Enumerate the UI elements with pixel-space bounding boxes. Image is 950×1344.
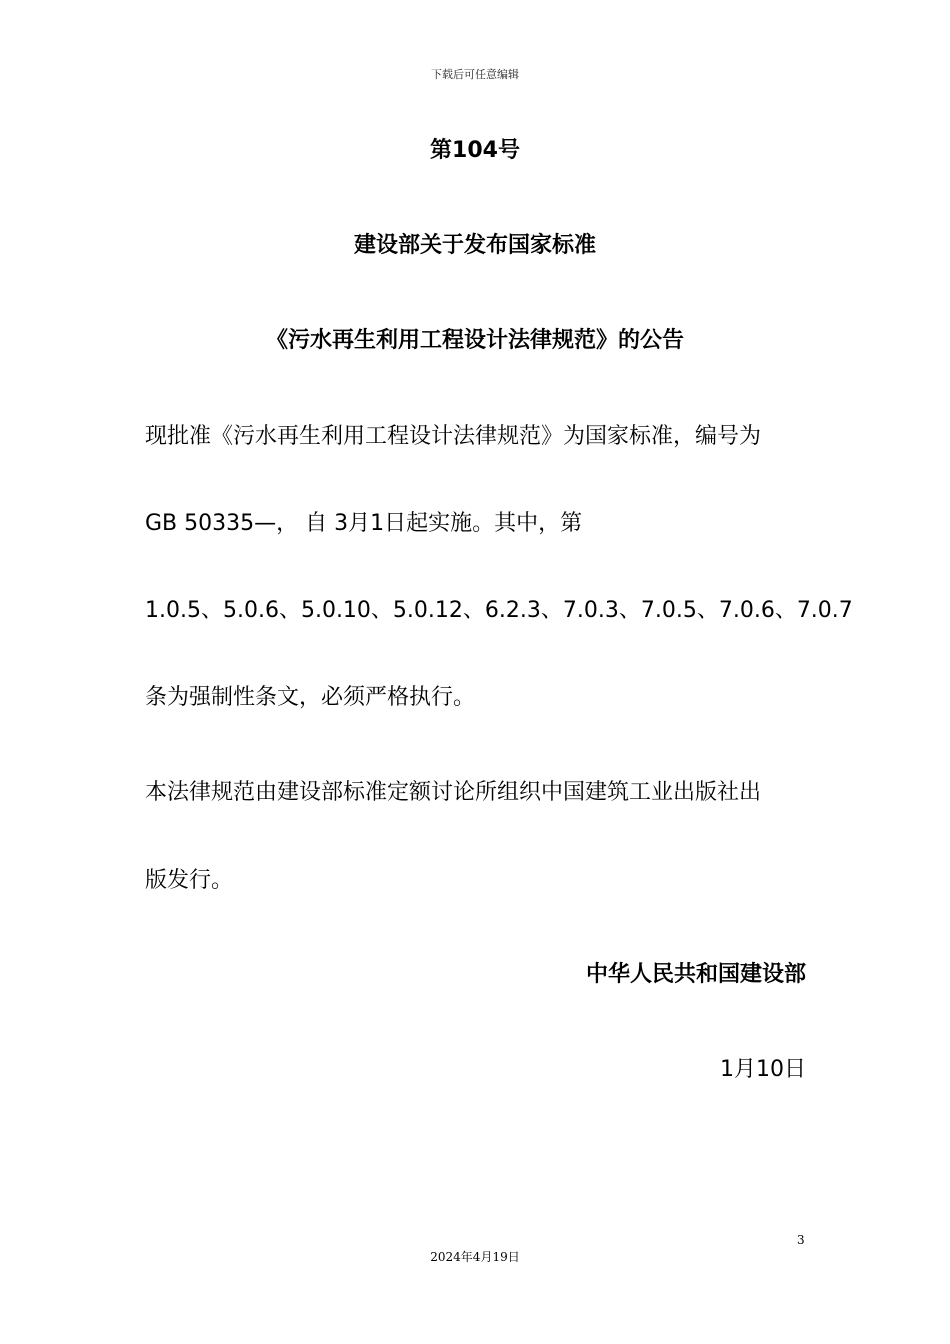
signature-ministry: 中华人民共和国建设部: [585, 962, 806, 987]
paragraph-line: 现批准《污水再生利用工程设计法律规范》为国家标准，编号为: [145, 424, 762, 449]
paragraph-line: 本法律规范由建设部标准定额讨论所组织中国建筑工业出版社出: [145, 780, 762, 805]
paragraph-line: 条为强制性条文，必须严格执行。: [145, 685, 476, 710]
footer-date: 2024年4月19日: [430, 1250, 520, 1264]
header-note: 下载后可任意编辑: [431, 68, 519, 81]
paragraph-line: 1.0.5、5.0.6、5.0.10、5.0.12、6.2.3、7.0.3、7.0.5、7.0.6、7.0.7: [145, 598, 853, 623]
paragraph-line: GB 50335—， 自 3月1日起实施。其中，第: [145, 511, 583, 536]
signature-date: 1月10日: [720, 1057, 806, 1082]
announcement-title-line-1: 建设部关于发布国家标准: [353, 233, 596, 258]
page-number: 3: [797, 1233, 805, 1247]
document-number: 第104号: [430, 138, 520, 163]
announcement-title-line-2: 《污水再生利用工程设计法律规范》的公告: [265, 328, 684, 353]
paragraph-line: 版发行。: [145, 868, 234, 893]
